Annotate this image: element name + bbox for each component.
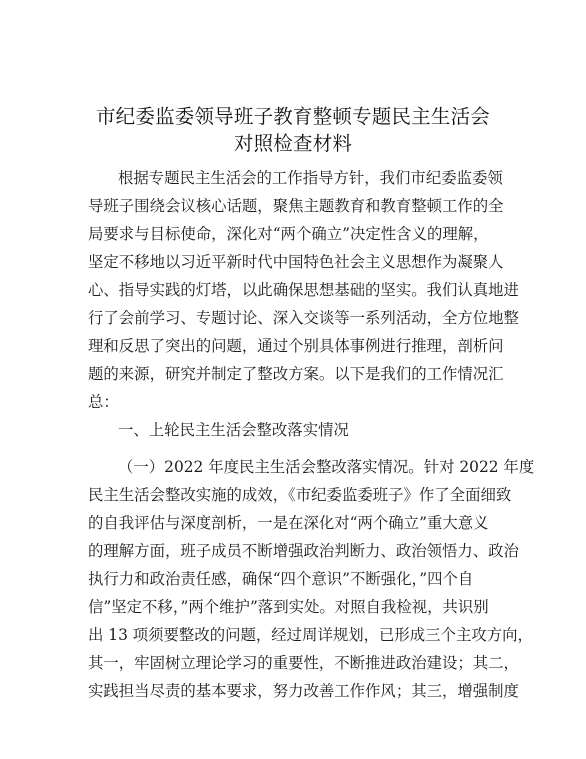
paragraph-line: 总： bbox=[88, 393, 119, 411]
document-title-line-2: 对照检查材料 bbox=[233, 132, 353, 155]
paragraph-line: 信”坚定不移，”两个维护”落到实处。对照自我检视，共识别 bbox=[88, 598, 489, 616]
section-heading: 一、上轮民主生活会整改落实情况 bbox=[118, 421, 349, 439]
paragraph-line: 心、指导实践的灯塔，以此确保思想基础的坚实。我们认真地进 bbox=[88, 281, 519, 299]
paragraph-line: 民主生活会整改实施的成效，《市纪委监委班子》作了全面细致 bbox=[88, 486, 512, 504]
paragraph-line: 出 13 项须要整改的问题，经过周详规划，已形成三个主攻方向， bbox=[88, 626, 533, 644]
paragraph-line: 理和反思了突出的问题，通过个别具体事例进行推理，剖析问 bbox=[88, 337, 504, 355]
paragraph-line: 行了会前学习、专题讨论、深入交谈等一系列活动，全方位地整 bbox=[88, 309, 519, 327]
paragraph-line: 实践担当尽责的基本要求，努力改善工作作风；其三，增强制度 bbox=[88, 682, 519, 700]
paragraph-line: （一）2022 年度民主生活会整改落实情况。针对 2022 年度 bbox=[118, 458, 535, 476]
paragraph-line: 的理解方面，班子成员不断增强政治判断力、政治领悟力、政治 bbox=[88, 542, 519, 560]
paragraph-line: 的自我评估与深度剖析，一是在深化对“两个确立”重大意义 bbox=[88, 514, 489, 532]
paragraph-line: 根据专题民主生活会的工作指导方针，我们市纪委监委领 bbox=[118, 169, 503, 187]
paragraph-line: 导班子围绕会议核心话题，聚焦主题教育和教育整顿工作的全 bbox=[88, 197, 504, 215]
paragraph-line: 局要求与目标使命，深化对“两个确立”决定性含义的理解， bbox=[88, 225, 489, 243]
document-title-line-1: 市纪委监委领导班子教育整顿专题民主生活会 bbox=[95, 105, 490, 128]
paragraph-line: 题的来源，研究并制定了整改方案。以下是我们的工作情况汇 bbox=[88, 365, 504, 383]
paragraph-line: 坚定不移地以习近平新时代中国特色社会主义思想作为凝聚人 bbox=[88, 253, 504, 271]
paragraph-line: 其一，牢固树立理论学习的重要性，不断推进政治建设；其二， bbox=[88, 654, 519, 672]
paragraph-line: 执行力和政治责任感，确保“四个意识”不断强化，”四个自 bbox=[88, 570, 474, 588]
